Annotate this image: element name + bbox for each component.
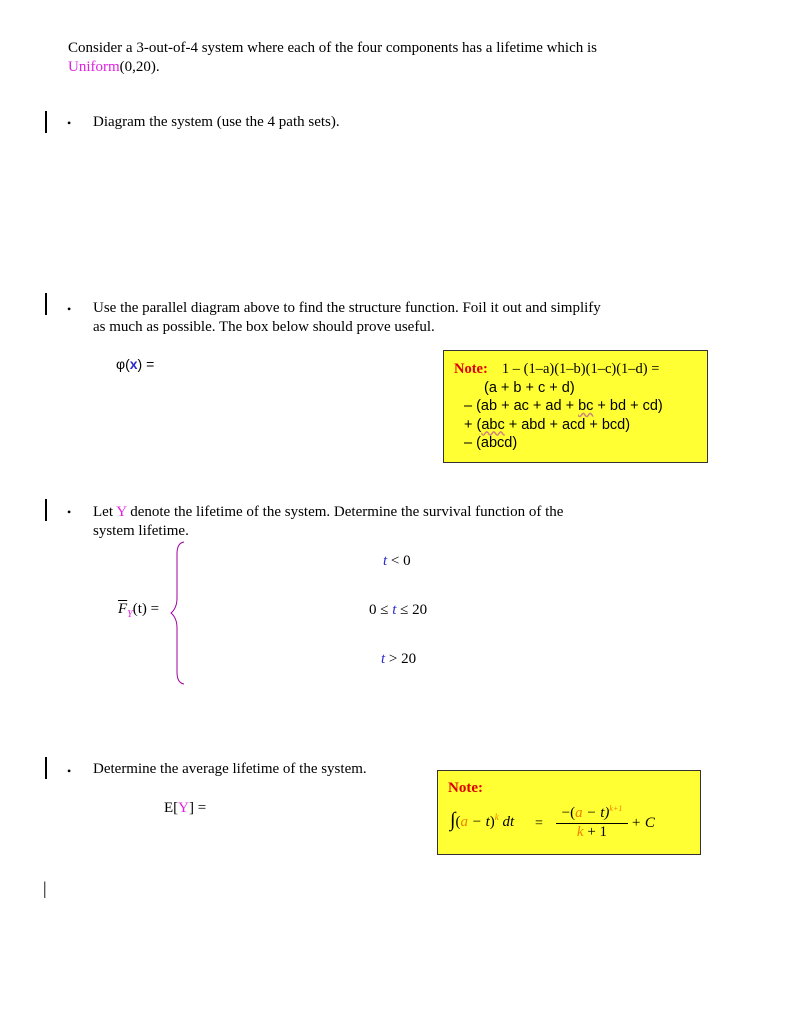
fraction-numerator <box>556 804 628 824</box>
intro-paragraph <box>68 39 748 77</box>
bullet-q4: • <box>67 764 72 778</box>
note-structure-expansion: 1 – (1–a)(1–b)(1–c)(1–d) = <box>501 361 660 377</box>
note-box-structure <box>443 350 708 463</box>
case1-rest: < 0 <box>387 553 411 569</box>
q3-Y: Y <box>116 504 127 520</box>
q3-line1-rest: denote the lifetime of the system. Determine the survival function of the <box>126 504 564 520</box>
num-mid: − t) <box>582 805 610 821</box>
uniform-word: Uniform <box>68 59 120 75</box>
question-3-line-2: system lifetime. <box>93 523 189 539</box>
case3-t: t <box>381 651 386 667</box>
lhs-exp-k: k <box>494 812 499 822</box>
integral-equals: = <box>535 816 543 831</box>
change-bar-q1 <box>45 111 47 133</box>
ey-pre: E[ <box>164 800 179 816</box>
ey-Y: Y <box>178 800 190 816</box>
den-rest: + 1 <box>583 824 608 840</box>
case2-t: t <box>392 602 397 618</box>
question-2-text <box>93 299 601 337</box>
change-bar-q2 <box>45 293 47 315</box>
question-3-text <box>93 503 563 541</box>
question-1-text: Diagram the system (use the 4 path sets). <box>93 114 340 130</box>
note-structure-line-2: (a + b + c + d) <box>484 379 575 396</box>
intro-line-2 <box>68 58 748 77</box>
survival-lhs-rest: (t) = <box>132 601 160 617</box>
text-cursor: | <box>43 878 47 898</box>
question-2-line-2: as much as possible. The box below should prove useful. <box>93 319 435 335</box>
case-3 <box>381 651 416 668</box>
note-line3-end: + bd + cd) <box>593 398 663 414</box>
piecewise-brace <box>170 540 194 686</box>
integral-sign: ∫ <box>450 809 456 831</box>
note-line4-squig: abc <box>481 416 505 433</box>
lhs-close: ) <box>489 814 495 830</box>
note-structure-line-1 <box>454 360 707 379</box>
plus-constant: + C <box>631 815 655 831</box>
note-line4-start: + ( <box>464 416 482 433</box>
note-line3-start: – (ab + ac + ad + <box>464 398 579 414</box>
case2-post: ≤ 20 <box>396 602 428 618</box>
brace-path <box>171 542 184 684</box>
note-structure-line-4 <box>454 416 707 435</box>
note-box-integral <box>437 770 701 855</box>
num-a: a <box>575 805 583 821</box>
phi-equation <box>116 356 154 372</box>
question-3-line-1 <box>93 503 563 522</box>
phi-x: x <box>129 356 138 372</box>
phi-suffix: ) = <box>137 356 155 372</box>
question-2-line-1: Use the parallel diagram above to find the structure function. Foil it out and simplify <box>93 300 601 316</box>
case1-t: t <box>383 553 388 569</box>
q3-let: Let <box>93 504 117 520</box>
F-sub-Y: Y <box>127 609 133 620</box>
ey-post: ] = <box>189 800 207 816</box>
num-pre: −( <box>561 805 576 821</box>
fraction-denominator <box>556 824 628 841</box>
bullet-q1: • <box>67 116 72 130</box>
note-structure-line-5: – (abcd) <box>464 435 518 451</box>
case-2 <box>369 602 427 619</box>
lhs-open: ( <box>455 814 461 830</box>
survival-lhs <box>118 601 159 620</box>
case3-rest: > 20 <box>385 651 417 667</box>
note-structure-title: Note: <box>454 361 488 377</box>
uniform-params: (0,20). <box>119 59 160 75</box>
note-integral-title: Note: <box>448 780 483 796</box>
expected-value-equation <box>164 800 206 817</box>
change-bar-q4 <box>45 757 47 779</box>
bullet-q3: • <box>67 505 72 519</box>
lhs-minus-t: − t <box>467 814 490 830</box>
case2-pre: 0 ≤ <box>369 602 393 618</box>
lhs-a: a <box>460 814 468 830</box>
phi-prefix: φ( <box>116 356 130 372</box>
F-bar: $\overline{F}$ <box>118 601 128 617</box>
integral-lhs <box>450 809 514 832</box>
note-line3-squig: bc <box>578 398 594 414</box>
lhs-dt: dt <box>498 814 515 830</box>
change-bar-q3 <box>45 499 47 521</box>
case-1 <box>383 553 411 570</box>
den-k: k <box>576 824 584 840</box>
note-line4-end: + abd + acd + bcd) <box>504 416 631 433</box>
integral-fraction <box>556 804 628 841</box>
note-structure-line-3 <box>454 397 707 416</box>
question-4-text: Determine the average lifetime of the system. <box>93 761 367 777</box>
intro-line-1: Consider a 3-out-of-4 system where each of the four components has a lifetime which is <box>68 40 598 56</box>
bullet-q2: • <box>67 302 72 316</box>
num-exp: k+1 <box>609 804 623 813</box>
